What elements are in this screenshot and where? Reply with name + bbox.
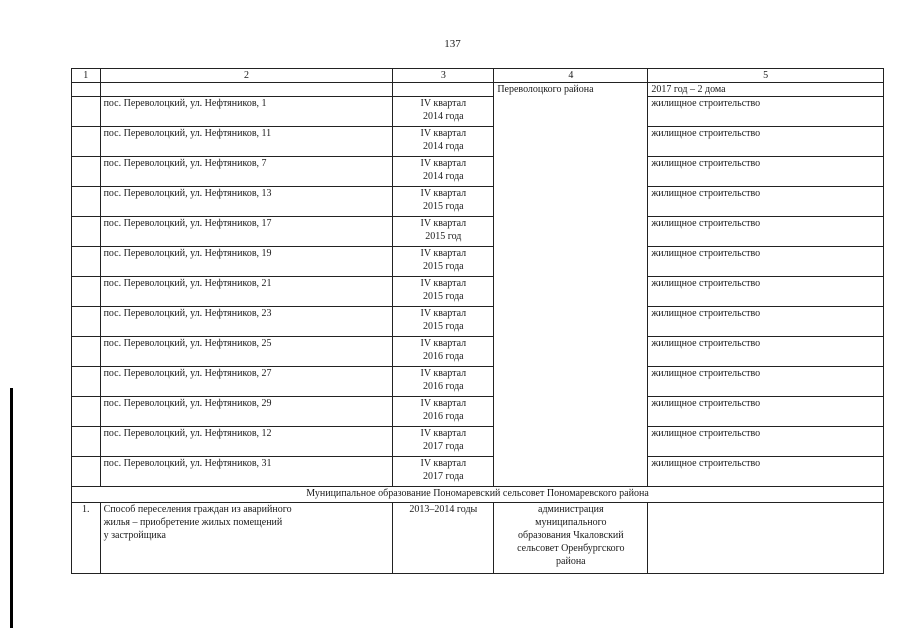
method-period: 2013–2014 годы bbox=[393, 503, 494, 574]
house-year: 2016 года bbox=[423, 351, 464, 362]
section-title: Муниципальное образование Пономаревский сельсовет Пономаревского района bbox=[72, 487, 884, 503]
house-year: 2015 года bbox=[423, 291, 464, 302]
district-row bbox=[72, 83, 884, 97]
house-number-cell bbox=[72, 427, 101, 457]
house-number-cell bbox=[72, 367, 101, 397]
house-address: пос. Переволоцкий, ул. Нефтяников, 25 bbox=[100, 337, 393, 367]
house-row bbox=[72, 307, 884, 337]
table-body bbox=[72, 69, 884, 574]
house-deadline bbox=[393, 427, 494, 457]
house-deadline bbox=[393, 367, 494, 397]
house-construction-type: жилищное строительство bbox=[648, 187, 884, 217]
house-year: 2015 года bbox=[423, 321, 464, 332]
house-quarter: IV квартал bbox=[420, 188, 467, 199]
house-construction-type: жилищное строительство bbox=[648, 127, 884, 157]
house-row bbox=[72, 247, 884, 277]
house-number-cell bbox=[72, 127, 101, 157]
house-row bbox=[72, 187, 884, 217]
house-address: пос. Переволоцкий, ул. Нефтяников, 23 bbox=[100, 307, 393, 337]
house-construction-type: жилищное строительство bbox=[648, 427, 884, 457]
method-description: Способ переселения граждан из аварийного жилья – приобретение жилых помещений у застройщика bbox=[100, 503, 393, 574]
house-quarter: IV квартал bbox=[420, 218, 467, 229]
district-plan-cell: 2017 год – 2 дома bbox=[648, 83, 884, 97]
column-number-4: 4 bbox=[494, 69, 648, 83]
house-deadline bbox=[393, 397, 494, 427]
house-year: 2015 года bbox=[423, 261, 464, 272]
house-quarter: IV квартал bbox=[420, 458, 467, 469]
house-construction-type: жилищное строительство bbox=[648, 397, 884, 427]
district-name-cell: Переволоцкого района bbox=[494, 83, 648, 487]
house-number-cell bbox=[72, 187, 101, 217]
house-address: пос. Переволоцкий, ул. Нефтяников, 19 bbox=[100, 247, 393, 277]
column-number-3: 3 bbox=[393, 69, 494, 83]
house-number-cell bbox=[72, 337, 101, 367]
house-construction-type: жилищное строительство bbox=[648, 337, 884, 367]
house-deadline bbox=[393, 157, 494, 187]
house-quarter: IV квартал bbox=[420, 368, 467, 379]
column-number-2: 2 bbox=[100, 69, 393, 83]
house-quarter: IV квартал bbox=[420, 248, 467, 259]
house-deadline bbox=[393, 247, 494, 277]
house-row bbox=[72, 127, 884, 157]
resettlement-table bbox=[71, 68, 884, 574]
house-quarter: IV квартал bbox=[420, 398, 467, 409]
house-deadline bbox=[393, 97, 494, 127]
house-address: пос. Переволоцкий, ул. Нефтяников, 31 bbox=[100, 457, 393, 487]
house-year: 2017 года bbox=[423, 441, 464, 452]
house-number-cell bbox=[72, 397, 101, 427]
house-quarter: IV квартал bbox=[420, 128, 467, 139]
house-address: пос. Переволоцкий, ул. Нефтяников, 7 bbox=[100, 157, 393, 187]
house-address: пос. Переволоцкий, ул. Нефтяников, 1 bbox=[100, 97, 393, 127]
house-year: 2014 года bbox=[423, 171, 464, 182]
house-quarter: IV квартал bbox=[420, 338, 467, 349]
house-row bbox=[72, 337, 884, 367]
house-address: пос. Переволоцкий, ул. Нефтяников, 17 bbox=[100, 217, 393, 247]
house-construction-type: жилищное строительство bbox=[648, 247, 884, 277]
house-address: пос. Переволоцкий, ул. Нефтяников, 12 bbox=[100, 427, 393, 457]
method-row bbox=[72, 503, 884, 574]
house-construction-type: жилищное строительство bbox=[648, 157, 884, 187]
house-row bbox=[72, 427, 884, 457]
house-quarter: IV квартал bbox=[420, 308, 467, 319]
house-construction-type: жилищное строительство bbox=[648, 367, 884, 397]
house-year: 2016 года bbox=[423, 411, 464, 422]
column-number-5: 5 bbox=[648, 69, 884, 83]
house-number-cell bbox=[72, 217, 101, 247]
house-deadline bbox=[393, 127, 494, 157]
house-deadline bbox=[393, 307, 494, 337]
house-year: 2017 года bbox=[423, 471, 464, 482]
district-cell-3 bbox=[393, 83, 494, 97]
house-construction-type: жилищное строительство bbox=[648, 217, 884, 247]
page-number: 137 bbox=[444, 38, 461, 50]
column-number-1: 1 bbox=[72, 69, 101, 83]
house-row bbox=[72, 457, 884, 487]
house-deadline bbox=[393, 217, 494, 247]
binding-edge-mark bbox=[10, 388, 13, 628]
house-address: пос. Переволоцкий, ул. Нефтяников, 27 bbox=[100, 367, 393, 397]
house-address: пос. Переволоцкий, ул. Нефтяников, 29 bbox=[100, 397, 393, 427]
method-col5 bbox=[648, 503, 884, 574]
house-deadline bbox=[393, 187, 494, 217]
house-number-cell bbox=[72, 157, 101, 187]
house-deadline bbox=[393, 277, 494, 307]
column-number-row bbox=[72, 69, 884, 83]
house-construction-type: жилищное строительство bbox=[648, 307, 884, 337]
house-year: 2014 года bbox=[423, 141, 464, 152]
method-responsible: администрация муниципального образования Чкаловский сельсовет Оренбургского района bbox=[494, 503, 648, 574]
district-cell-2 bbox=[100, 83, 393, 97]
house-deadline bbox=[393, 337, 494, 367]
house-number-cell bbox=[72, 247, 101, 277]
house-quarter: IV квартал bbox=[420, 428, 467, 439]
section-row bbox=[72, 487, 884, 503]
house-address: пос. Переволоцкий, ул. Нефтяников, 11 bbox=[100, 127, 393, 157]
house-row bbox=[72, 397, 884, 427]
house-row bbox=[72, 217, 884, 247]
house-year: 2015 года bbox=[423, 201, 464, 212]
house-construction-type: жилищное строительство bbox=[648, 457, 884, 487]
house-construction-type: жилищное строительство bbox=[648, 277, 884, 307]
house-address: пос. Переволоцкий, ул. Нефтяников, 13 bbox=[100, 187, 393, 217]
house-quarter: IV квартал bbox=[420, 158, 467, 169]
house-address: пос. Переволоцкий, ул. Нефтяников, 21 bbox=[100, 277, 393, 307]
method-number: 1. bbox=[72, 503, 101, 574]
house-number-cell bbox=[72, 277, 101, 307]
house-year: 2014 года bbox=[423, 111, 464, 122]
house-row bbox=[72, 367, 884, 397]
house-quarter: IV квартал bbox=[420, 278, 467, 289]
house-row bbox=[72, 97, 884, 127]
house-year: 2016 года bbox=[423, 381, 464, 392]
house-deadline bbox=[393, 457, 494, 487]
district-cell-1 bbox=[72, 83, 101, 97]
house-construction-type: жилищное строительство bbox=[648, 97, 884, 127]
house-year: 2015 год bbox=[425, 231, 462, 242]
house-number-cell bbox=[72, 97, 101, 127]
house-number-cell bbox=[72, 457, 101, 487]
house-number-cell bbox=[72, 307, 101, 337]
house-quarter: IV квартал bbox=[420, 98, 467, 109]
house-row bbox=[72, 157, 884, 187]
house-row bbox=[72, 277, 884, 307]
